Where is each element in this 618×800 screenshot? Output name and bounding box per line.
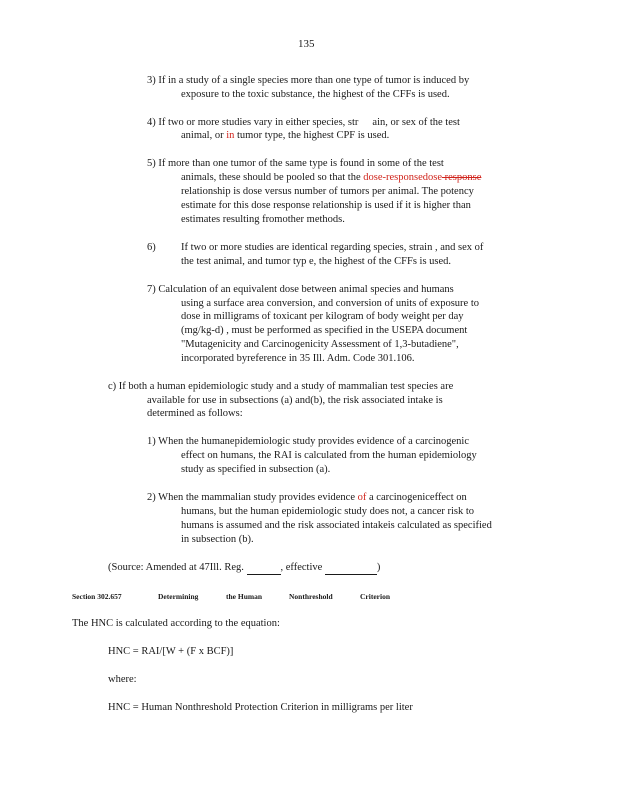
item-7-line-4: (mg/kg-d) , must be performed as specified in the USEPA document [181, 325, 468, 336]
c2-inserted-of: of [357, 492, 367, 503]
item-6-line-1: If two or more studies are identical regarding species, strain , and sex of [181, 242, 484, 253]
hnc-equation: HNC = RAI/[W + (F x BCF)] [108, 646, 234, 657]
c2-text-c: a carcinogeniceffect on [366, 492, 467, 503]
item-4-text-c: , or sex of the test [385, 117, 460, 128]
section-title-word-1: Determining [158, 592, 199, 601]
register-number-blank [247, 564, 281, 575]
c2-line-3: humans is assumed and the risk associated intakeis calculated as specified [181, 520, 492, 531]
c2-line-4: in subsection (b). [181, 534, 254, 545]
source-text-c: ) [376, 562, 381, 573]
item-4-text-b: ain [372, 117, 386, 128]
subsection-c-line-2: available for use in subsections (a) and(b), the risk associated intake is [147, 395, 443, 406]
c1-line-3: study as specified in subsection (a). [181, 464, 331, 475]
source-text-b: , effective [280, 562, 323, 573]
c1-line-2: effect on humans, the RAI is calculated from the human epidemiology [181, 450, 477, 461]
c2-line-2: humans, but the human epidemiologic study does not, a cancer risk to [181, 506, 475, 517]
item-5-deleted-text: response [442, 172, 482, 183]
item-4-inserted-in: in [226, 130, 235, 141]
item-5-inserted-text: dose-responsedose [363, 172, 442, 183]
subsection-c-line-3: determined as follows: [147, 408, 243, 419]
item-7-line-2: using a surface area conversion, and conversion of units of exposure to [181, 298, 479, 309]
item-5-line-1: 5) If more than one tumor of the same type is found in some of the test [147, 158, 444, 169]
c1-line-1: 1) When the humanepidemiologic study provides evidence of a carcinogenic [147, 436, 469, 447]
c2-line-1 [147, 491, 467, 505]
item-4-line-2 [181, 129, 389, 143]
item-5-text-a: animals, these should be pooled so that the [181, 172, 364, 183]
item-3-line-2: exposure to the toxic substance, the highest of the CFFs is used. [181, 89, 450, 100]
item-4-text-a: 4) If two or more studies vary in either species, str [147, 117, 359, 128]
item-7-line-1: 7) Calculation of an equivalent dose between animal species and humans [147, 284, 454, 295]
hnc-definition: HNC = Human Nonthreshold Protection Criterion in milligrams per liter [108, 702, 413, 713]
hnc-intro: The HNC is calculated according to the equation: [72, 618, 280, 629]
hnc-where: where: [108, 674, 137, 685]
item-5-line-3: relationship is dose versus number of tumors per animal. The potency [181, 186, 474, 197]
source-text-a: (Source: Amended at 47Ill. Reg. [108, 562, 244, 573]
c2-text-a: 2) When the mammalian study provides evidence [147, 492, 358, 503]
item-4-text-e: tumor type, the highest CPF is used. [234, 130, 390, 141]
page-number: 135 [298, 38, 315, 50]
item-4-line-1 [147, 116, 460, 130]
item-5-line-2 [181, 171, 481, 185]
item-5-line-4: estimate for this dose response relationship is used if it is higher than [181, 200, 471, 211]
subsection-c-line-1: c) If both a human epidemiologic study and a study of mammalian test species are [108, 381, 454, 392]
source-note [108, 561, 380, 575]
item-3-line-1: 3) If in a study of a single species more than one type of tumor is induced by [147, 75, 470, 86]
item-7-line-5: "Mutagenicity and Carcinogenicity Assessment of 1,3-butadiene", [181, 339, 459, 350]
item-5-line-5: estimates resulting fromother methods. [181, 214, 345, 225]
section-title-word-4: Criterion [360, 592, 390, 601]
item-7-line-3: dose in milligrams of toxicant per kilogram of body weight per day [181, 311, 464, 322]
section-title-word-3: Nonthreshold [289, 592, 333, 601]
item-4-text-d: animal, or [181, 130, 227, 141]
section-title-word-2: the Human [226, 592, 263, 601]
item-6-number: 6) [147, 242, 156, 253]
item-6-line-2: the test animal, and tumor typ e, the highest of the CFFs is used. [181, 256, 452, 267]
section-number: Section 302.657 [72, 592, 122, 601]
effective-date-blank [325, 564, 377, 575]
item-7-line-6: incorporated byreference in 35 Ill. Adm. Code 301.106. [181, 353, 415, 364]
